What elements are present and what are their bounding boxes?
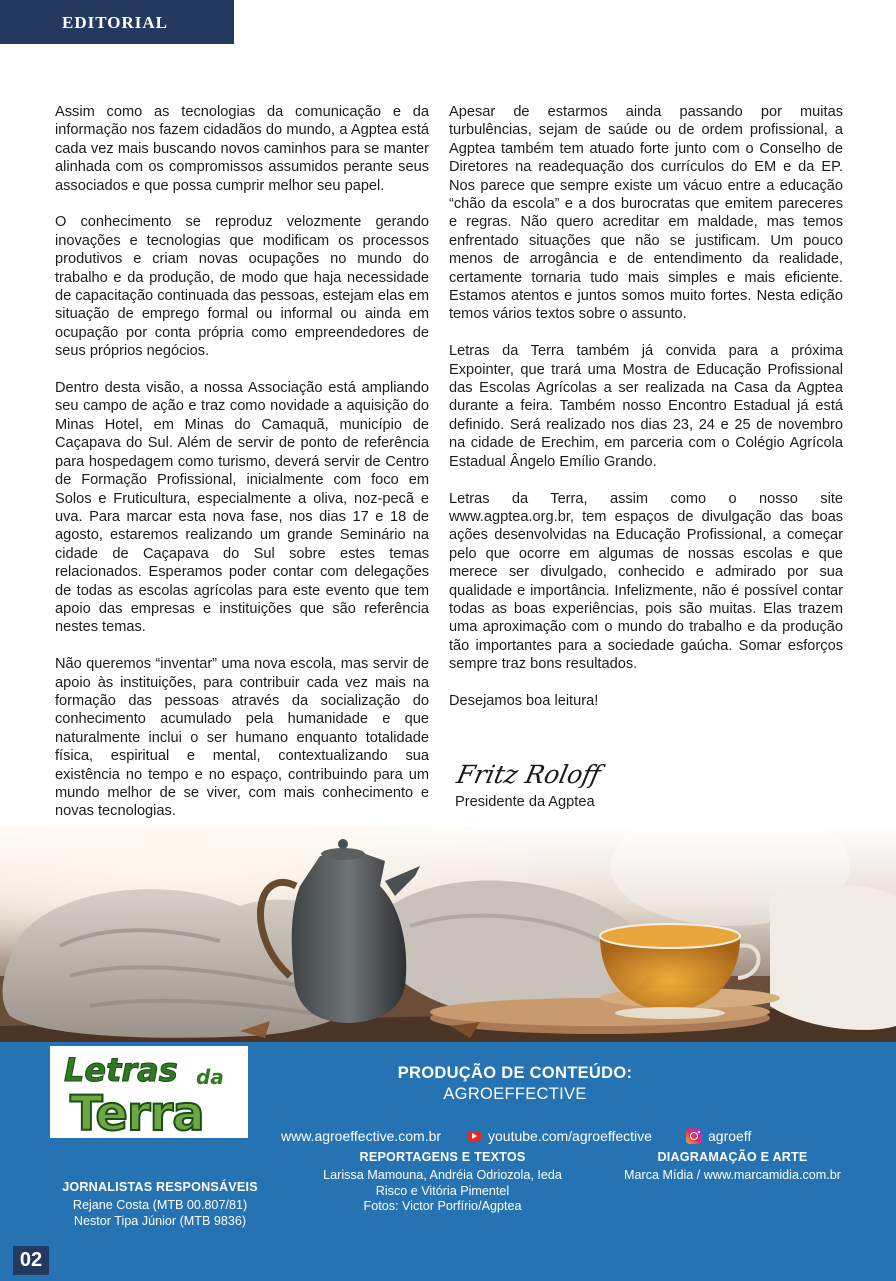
production-company: AGROEFFECTIVE (443, 1085, 587, 1103)
article-paragraph: Apesar de estarmos ainda passando por muitas turbulências, sejam de saúde ou de ordem profissional, a Agptea também tem atuado forte junto com o Conselho de Diretores na readequação dos currículos do EM e da EP. Nos parece que sempre existe um vácuo entre a educação “chão da escola” e a dos burocratas que emitem pareceres e regras. Não quero acreditar em maldade, mas temos enfrentado situações que não se justificam. Um pouco menos de arrogância e de entendimento da realidade, certamente tornaria tudo mais simples e mais eficiente. Estamos atentos e juntos somos muito fortes. Nesta edição temos vários textos sobre o assunto. (449, 104, 843, 323)
journalists-credit (45, 1180, 275, 1229)
reports-title: REPORTAGENS E TEXTOS (359, 1150, 526, 1164)
tea-still-life-photo (0, 826, 896, 1044)
reports-line: Risco e Vitória Pimentel (375, 1183, 510, 1198)
reports-line: Larissa Mamouna, Andréia Odriozola, Ieda (323, 1167, 562, 1182)
article-paragraph: Dentro desta visão, a nossa Associação está ampliando seu campo de ação e traz como novidade a aquisição do Minas Hotel, em Minas do Camaquã, município de Caçapava do Sul. Além de servir de ponto de referência para hospedagem como turismo, deverá servir de Centro de Formação Profissional, inicialmente com foco em Solos e Fruticultura, especialmente a oliva, noz-pecã e uva. Para marcar esta nova fase, nos dias 17 e 18 de agosto, estaremos realizando um grande Seminário na cidade de Caçapava do Sul sobre estes temas relacionados. Esperamos poder contar com delegações de todas as escolas agrícolas para este evento que tem apoio das empresas e instituições que são referência nestes temas. (55, 380, 429, 636)
article-right-column (449, 103, 843, 729)
youtube-link[interactable] (467, 1126, 652, 1146)
article-paragraph: Letras da Terra também já convida para a próxima Expointer, que trará uma Mostra de Educação Profissional das Escolas Agrícolas a ser realizada na Casa da Agptea durante a feira. Também nosso Encontro Estadual já está definido. Será realizado nos dias 23, 24 e 25 de novembro na cidade de Erechim, em parceria com o Colégio Agrícola Estadual Ângelo Emílio Grando. (449, 343, 843, 470)
design-credit (600, 1150, 865, 1184)
letras-da-terra-logo (50, 1046, 248, 1138)
section-label: EDITORIAL (0, 0, 234, 44)
journalist-name: Nestor Tipa Júnior (MTB 9836) (73, 1213, 247, 1228)
photos-credit: Fotos: Victor Porfírio/Agptea (363, 1199, 522, 1214)
signature-name: Fritz Roloff (454, 760, 604, 789)
journalists-title: JORNALISTAS RESPONSÁVEIS (62, 1180, 258, 1194)
journalist-name: Rejane Costa (MTB 00.807/81) (72, 1197, 248, 1212)
article-paragraph: Desejamos boa leitura! (449, 692, 599, 709)
logo-word-terra: Terra (70, 1086, 204, 1138)
logo-word-da: da (196, 1065, 224, 1089)
article-paragraph: Assim como as tecnologias da comunicação e da informação nos fazem cidadãos do mundo, a Agptea está cada vez mais buscando novos caminhos para se manter alinhada com os compromissos assumidos perante seus associados e que possa cumprir melhor seu papel. (55, 104, 429, 194)
website-link[interactable] (281, 1126, 441, 1146)
production-title: PRODUÇÃO DE CONTEÚDO: (397, 1064, 633, 1082)
logo-graphic (50, 1046, 248, 1138)
article-paragraph: Letras da Terra, assim como o nosso site www.agptea.org.br, tem espaços de divulgação das boas ações desenvolvidas na Educação Profissional, a começar pelo que ocorre em algumas de nossas escolas e que merece ser divulgado, conhecido e admirado por sua qualidade e importância. Infelizmente, não é possível contar todas as boas experiências, pois são muitas. Elas trazem uma aproximação com o mundo do trabalho e da produção tão importantes para a sociedade gaúcha. Somar esforços sempre traz bons resultados. (449, 490, 843, 673)
article-paragraph: Não queremos “inventar” uma nova escola, mas servir de apoio às instituições, para contribuir cada vez mais na formação das pessoas através da socialização do conhecimento acumulado pela humanidade e que naturalmente inclui o ser humano enquanto totalidade física, espiritual e mental, contextualizando sua existência no tempo e no espaço, contribuindo para um mundo melhor de se viver, com mais conhecimento e novas tecnologias. (55, 656, 429, 820)
youtube-icon (467, 1131, 481, 1142)
article-paragraph: O conhecimento se reproduz velozmente gerando inovações e tecnologias que modificam os processos produtivos e criam novas ocupações no mundo do trabalho e da produção, de modo que haja necessidade de capacitação continuada das pessoas, estejam elas em situação de emprego formal ou informal ou ainda em ocupação por conta própria como empreendedores de seus próprios negócios. (55, 214, 429, 360)
instagram-icon (686, 1128, 702, 1144)
design-line: Marca Mídia / www.marcamidia.com.br (624, 1167, 841, 1182)
logo-word-letras: Letras (64, 1051, 178, 1089)
handwritten-signature (453, 757, 633, 793)
website-link-text[interactable]: www.agroeffective.com.br (281, 1128, 442, 1144)
youtube-link-text[interactable]: youtube.com/agroeffective (488, 1128, 652, 1144)
reports-credit (305, 1150, 580, 1215)
instagram-link-text[interactable]: agroeff (708, 1128, 752, 1144)
article-left-column (55, 103, 429, 839)
instagram-link[interactable] (686, 1126, 751, 1146)
signature-role: Presidente da Agptea (455, 794, 595, 810)
page-number: 02 (13, 1246, 49, 1275)
design-title: DIAGRAMAÇÃO E ARTE (657, 1150, 808, 1164)
